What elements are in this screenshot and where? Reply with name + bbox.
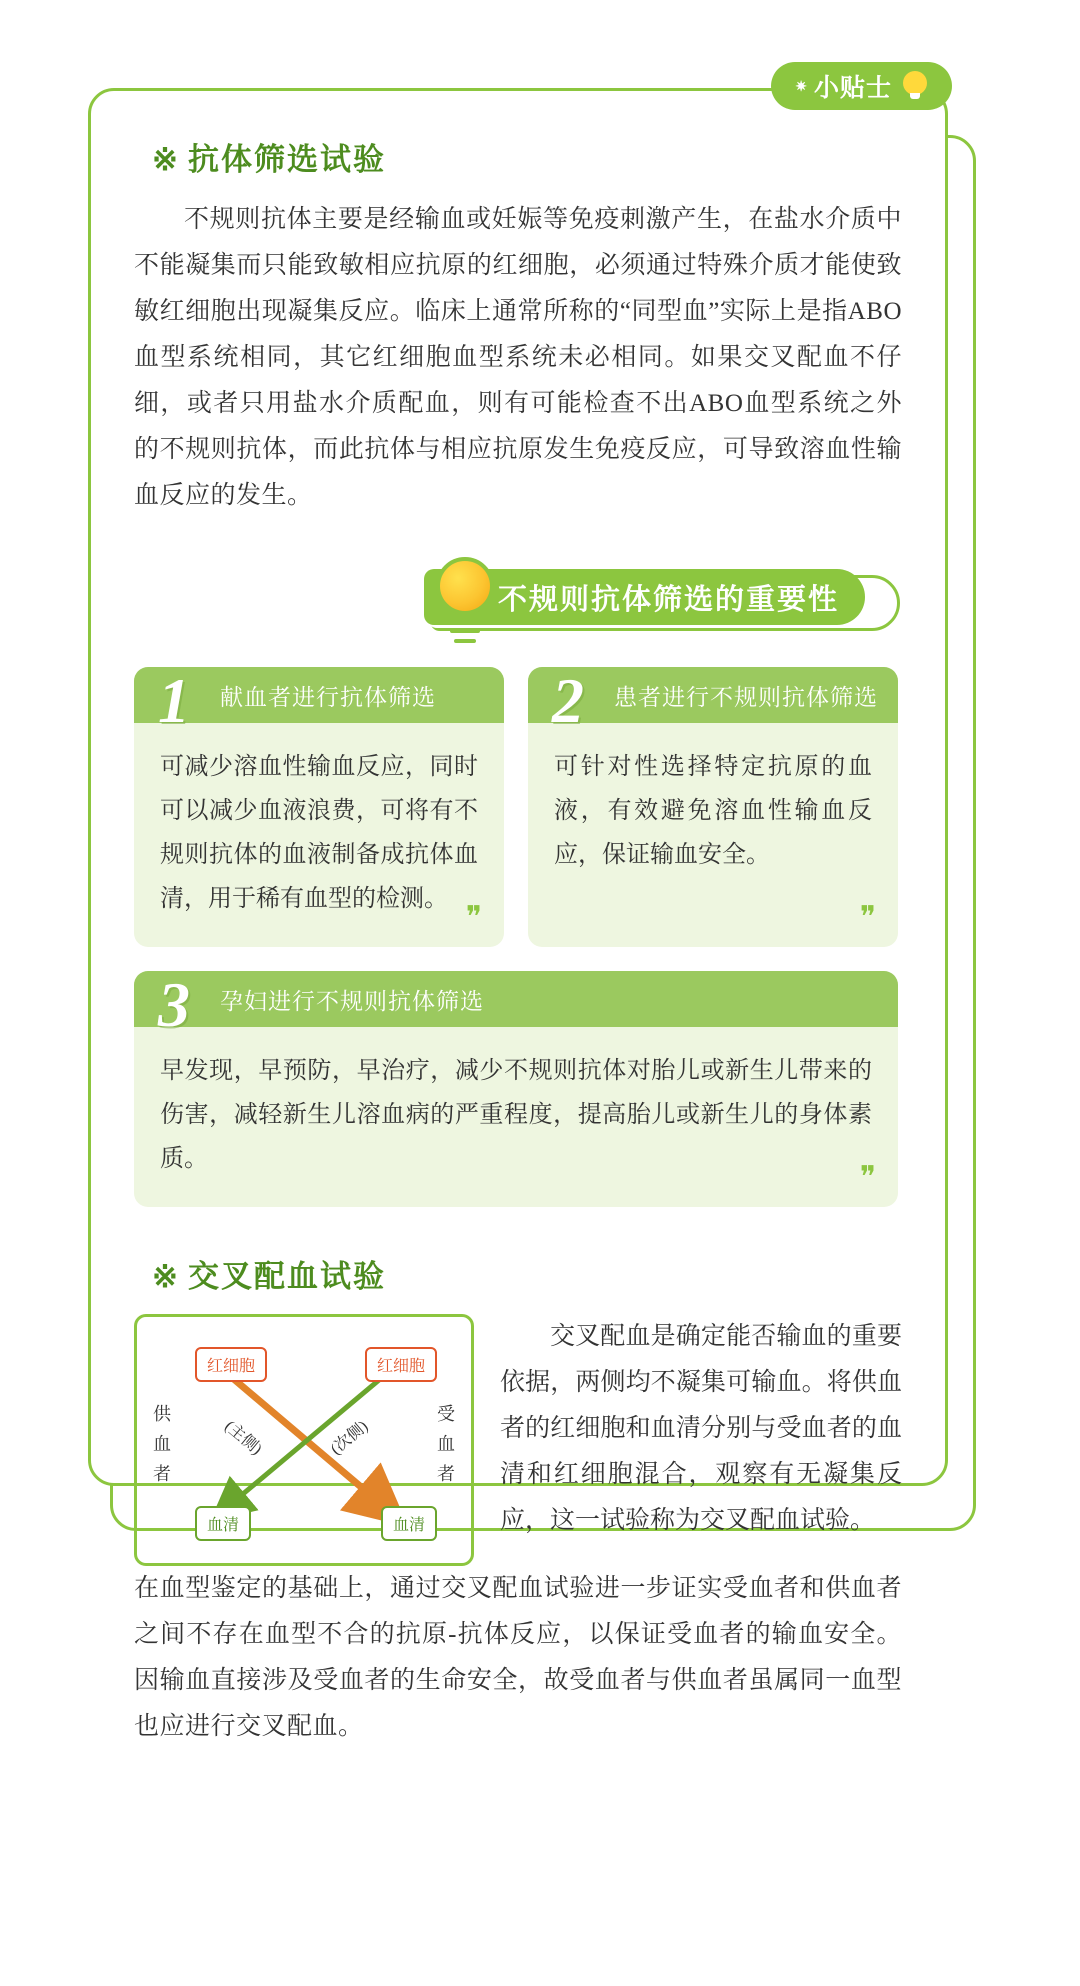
card-header	[134, 667, 504, 736]
tag-red-cell-recipient: 红细胞	[365, 1347, 437, 1382]
quote-icon: ❞	[465, 901, 482, 934]
tip-badge	[771, 62, 952, 110]
quote-icon: ❞	[859, 1161, 876, 1194]
list-item	[528, 667, 898, 947]
tag-red-cell-donor: 红细胞	[195, 1347, 267, 1382]
label-recipient: 受血者	[437, 1404, 455, 1484]
card-header	[134, 971, 898, 1040]
label-main-side: (主侧)	[221, 1417, 265, 1459]
crossmatch-side-paragraph: 交叉配血是确定能否输血的重要依据，两侧均不凝集可输血。将供血者的红细胞和血清分别与受血者的血清和红细胞混合，观察有无凝集反应，这一试验称为交叉配血试验。	[500, 1323, 902, 1534]
document-content	[88, 88, 948, 1756]
card-number: 3	[158, 971, 191, 1040]
card-header	[528, 667, 898, 736]
section-title-antibody-screening	[152, 134, 902, 179]
crossmatch-row	[134, 1314, 902, 1566]
card-body-text: 可减少溶血性输血反应，同时可以减少血液浪费，可将有不规则抗体的血液制备成抗体血清，用于稀有血型的检测。	[160, 754, 478, 912]
card-header-label: 孕妇进行不规则抗体筛选	[220, 987, 484, 1014]
antibody-screening-paragraph: 不规则抗体主要是经输血或妊娠等免疫刺激产生，在盐水介质中不能凝集而只能致敏相应抗原的红细胞，必须通过特殊介质才能使致敏红细胞出现凝集反应。临床上通常所称的“同型血”实际上是指ABO血型系统相同，其它红细胞血型系统未必相同。如果交叉配血不仔细，或者只用盐水介质配血，则有可能检查不出ABO血型系统之外的不规则抗体，而此抗体与相应抗原发生免疫反应，可导致溶血性输血反应的发生。	[134, 206, 902, 509]
label-minor-side: (次侧)	[327, 1417, 372, 1459]
quote-icon: ❞	[859, 901, 876, 934]
section-title-text: 抗体筛选试验	[187, 142, 386, 177]
card-body-text: 可针对性选择特定抗原的血液，有效避免溶血性输血反应，保证输血安全。	[554, 754, 872, 868]
label-donor: 供血者	[153, 1404, 171, 1484]
list-item	[134, 971, 898, 1207]
section-title-text: 交叉配血试验	[187, 1259, 386, 1294]
crossmatch-bottom-paragraph: 在血型鉴定的基础上，通过交叉配血试验进一步证实受血者和供血者之间不存在血型不合的抗原-抗体反应，以保证受血者的输血安全。因输血直接涉及受血者的生命安全，故受血者与供血者虽属同一血型也应进行交叉配血。	[134, 1575, 902, 1740]
card-number: 1	[158, 667, 191, 736]
section-mark-icon: ※	[152, 142, 180, 177]
cards-row	[134, 667, 902, 947]
importance-ribbon	[134, 553, 902, 649]
star-icon: ✷	[795, 78, 808, 94]
tag-serum-donor: 血清	[195, 1506, 251, 1541]
card-number: 2	[552, 667, 585, 736]
card-header-label: 献血者进行抗体筛选	[220, 683, 436, 710]
tip-badge-label: 小贴士	[813, 74, 892, 102]
crossmatch-diagram	[134, 1314, 474, 1566]
list-item	[134, 667, 504, 947]
tag-serum-recipient: 血清	[381, 1506, 437, 1541]
card-body-text: 早发现，早预防，早治疗，减少不规则抗体对胎儿或新生儿带来的伤害，减轻新生儿溶血病的严重程度，提高胎儿或新生儿的身体素质。	[160, 1058, 872, 1172]
ribbon-label: 不规则抗体筛选的重要性	[498, 583, 840, 616]
lightbulb-icon	[426, 557, 504, 649]
lightbulb-icon	[900, 71, 930, 101]
section-title-crossmatch	[152, 1251, 902, 1296]
section-mark-icon: ※	[152, 1259, 180, 1294]
card-header-label: 患者进行不规则抗体筛选	[614, 683, 878, 710]
